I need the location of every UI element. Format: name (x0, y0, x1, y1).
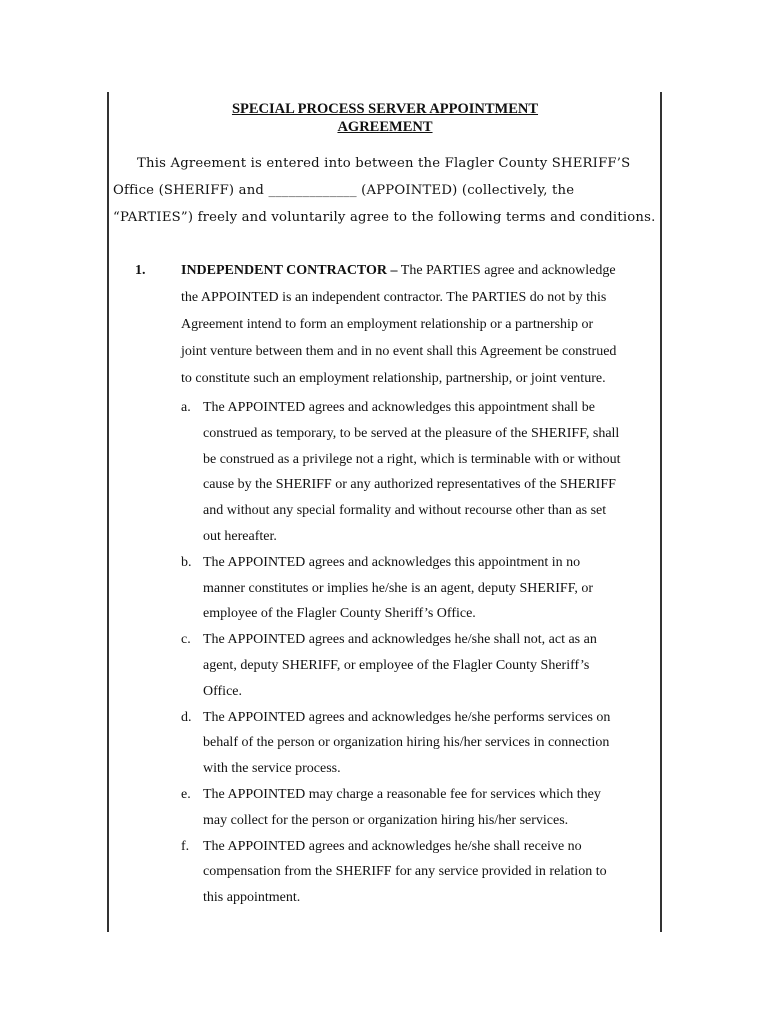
subitem-line: The APPOINTED agrees and acknowledges this appointment in no (203, 554, 581, 570)
subitem-line: compensation from the SHERIFF for any service provided in relation to (203, 864, 607, 880)
subitem-line: manner constitutes or implies he/she is an agent, deputy SHERIFF, or (203, 580, 594, 596)
title-line-1: SPECIAL PROCESS SERVER APPOINTMENT (231, 101, 539, 117)
subitem-line: out hereafter. (203, 528, 277, 544)
subitem-line: The APPOINTED agrees and acknowledges he/she shall receive no (203, 838, 582, 854)
subitem-text (203, 834, 661, 911)
subitem-e (181, 782, 661, 834)
subitem-line: agent, deputy SHERIFF, or employee of the Flagler County Sheriff’s (203, 657, 590, 673)
section-line: joint venture between them and in no event shall this Agreement be construed (181, 344, 617, 359)
section-line: to constitute such an employment relationship, partnership, or joint venture. (181, 371, 606, 386)
intro-paragraph (113, 150, 658, 231)
subitem-line: with the service process. (203, 761, 341, 777)
document-title (110, 100, 660, 136)
subitem-c (181, 627, 661, 704)
subitem-line: construed as temporary, to be served at the pleasure of the SHERIFF, shall (203, 425, 620, 441)
subitem-line: and without any special formality and without recourse other than as set (203, 503, 607, 519)
section-number: 1. (135, 263, 146, 278)
subitem-f (181, 834, 661, 911)
subitem-b (181, 550, 661, 627)
subitem-line: The APPOINTED agrees and acknowledges he/she shall not, act as an (203, 632, 597, 648)
subitem-line: behalf of the person or organization hiring his/her services in connection (203, 735, 610, 751)
section-line-text: The PARTIES agree and acknowledge (397, 263, 616, 278)
subitem-text (203, 395, 661, 550)
subitem-text (203, 782, 661, 834)
subitem-line: employee of the Flagler County Sheriff’s Office. (203, 606, 476, 622)
subitem-text (203, 627, 661, 704)
subitem-d (181, 705, 661, 782)
section-body (181, 257, 659, 392)
section-line: the APPOINTED is an independent contractor. The PARTIES do not by this (181, 290, 607, 305)
subitem-line: cause by the SHERIFF or any authorized representatives of the SHERIFF (203, 477, 616, 493)
section-heading: INDEPENDENT CONTRACTOR – (181, 263, 398, 278)
left-margin-rule (107, 92, 109, 932)
subitem-text (203, 550, 661, 627)
intro-line: Office (SHERIFF) and _____________ (APPOINTED) (collectively, the (113, 183, 575, 198)
subitem-letter: d. (181, 709, 192, 725)
subitem-a (181, 395, 661, 550)
subitem-text (203, 705, 661, 782)
intro-line: This Agreement is entered into between the Flagler County SHERIFF’S (137, 156, 631, 171)
subitem-letter: f. (181, 838, 190, 854)
subitem-letter: a. (181, 400, 191, 415)
subitem-line: this appointment. (203, 890, 301, 906)
subitem-line: Office. (203, 683, 242, 699)
section-line: Agreement intend to form an employment relationship or a partnership or (181, 317, 594, 332)
intro-line: “PARTIES”) freely and voluntarily agree to the following terms and conditions. (113, 210, 656, 225)
subitem-line: be construed as a privilege not a right, which is terminable with or without (203, 451, 621, 467)
subitem-line: may collect for the person or organization hiring his/her services. (203, 812, 569, 828)
section-line (181, 257, 659, 284)
subitem-line: The APPOINTED may charge a reasonable fee for services which they (203, 786, 601, 802)
subitem-letter: c. (181, 632, 191, 648)
subitem-line: The APPOINTED agrees and acknowledges this appointment shall be (203, 400, 595, 415)
title-line-2: AGREEMENT (337, 119, 433, 135)
subitem-letter: e. (181, 786, 191, 802)
subitem-list (181, 395, 661, 911)
subitem-letter: b. (181, 554, 192, 570)
subitem-line: The APPOINTED agrees and acknowledges he/she performs services on (203, 709, 611, 725)
